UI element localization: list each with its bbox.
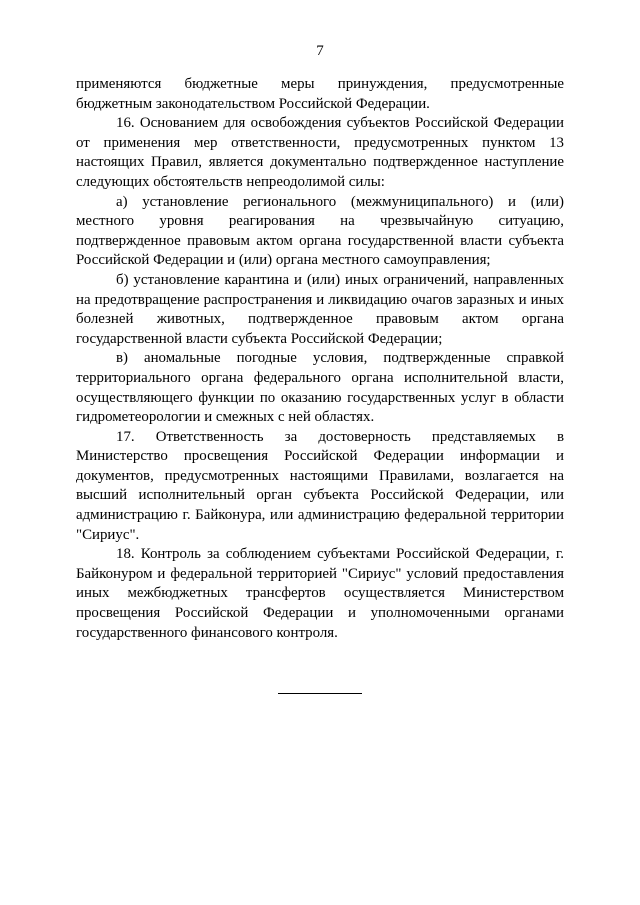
page-number: 7 (316, 43, 324, 59)
paragraph-18: 18. Контроль за соблюдением субъектами Российской Федерации, г. Байконуром и федеральной территорией "Сириус" условий предоставления иных межбюджетных трансфертов осуществляется Министерством просвещения Российской Федерации и уполномоченными органами государственного финансового контроля. (76, 546, 564, 641)
paragraph-16-v: в) аномальные погодные условия, подтвержденные справкой территориального органа федерального органа исполнительной власти, осуществляющего функции по оказанию государственных услуг в области гидрометеорологии и смежных с ней областях. (76, 350, 564, 426)
end-of-document-rule (278, 693, 362, 694)
paragraph-16-a: а) установление регионального (межмуниципального) и (или) местного уровня реагирования на чрезвычайную ситуацию, подтвержденное правовым актом органа государственной власти субъекта Российской Федерации и (или) органа местного самоуправления; (76, 193, 564, 269)
paragraph-16: 16. Основанием для освобождения субъектов Российской Федерации от применения мер ответственности, предусмотренных пунктом 13 настоящих Правил, является документально подтвержденное наступление следующих обстоятельств непреодолимой силы: (76, 115, 564, 190)
paragraph-16-b: б) установление карантина и (или) иных ограничений, направленных на предотвращение распространения и ликвидацию очагов заразных и иных болезней животных, подтвержденное правовым актом органа государственной власти субъекта Российской Федерации; (76, 271, 564, 347)
document-body (76, 75, 564, 643)
paragraph-17: 17. Ответственность за достоверность представляемых в Министерство просвещения Российской Федерации информации и документов, предусмотренных настоящими Правилами, возлагается на высший исполнительный орган субъекта Российской Федерации, или администрацию г. Байконура, или администрацию федеральной территории "Сириус". (76, 428, 564, 543)
paragraph-continuation: применяются бюджетные меры принуждения, предусмотренные бюджетным законодательством Российской Федерации. (76, 76, 564, 112)
